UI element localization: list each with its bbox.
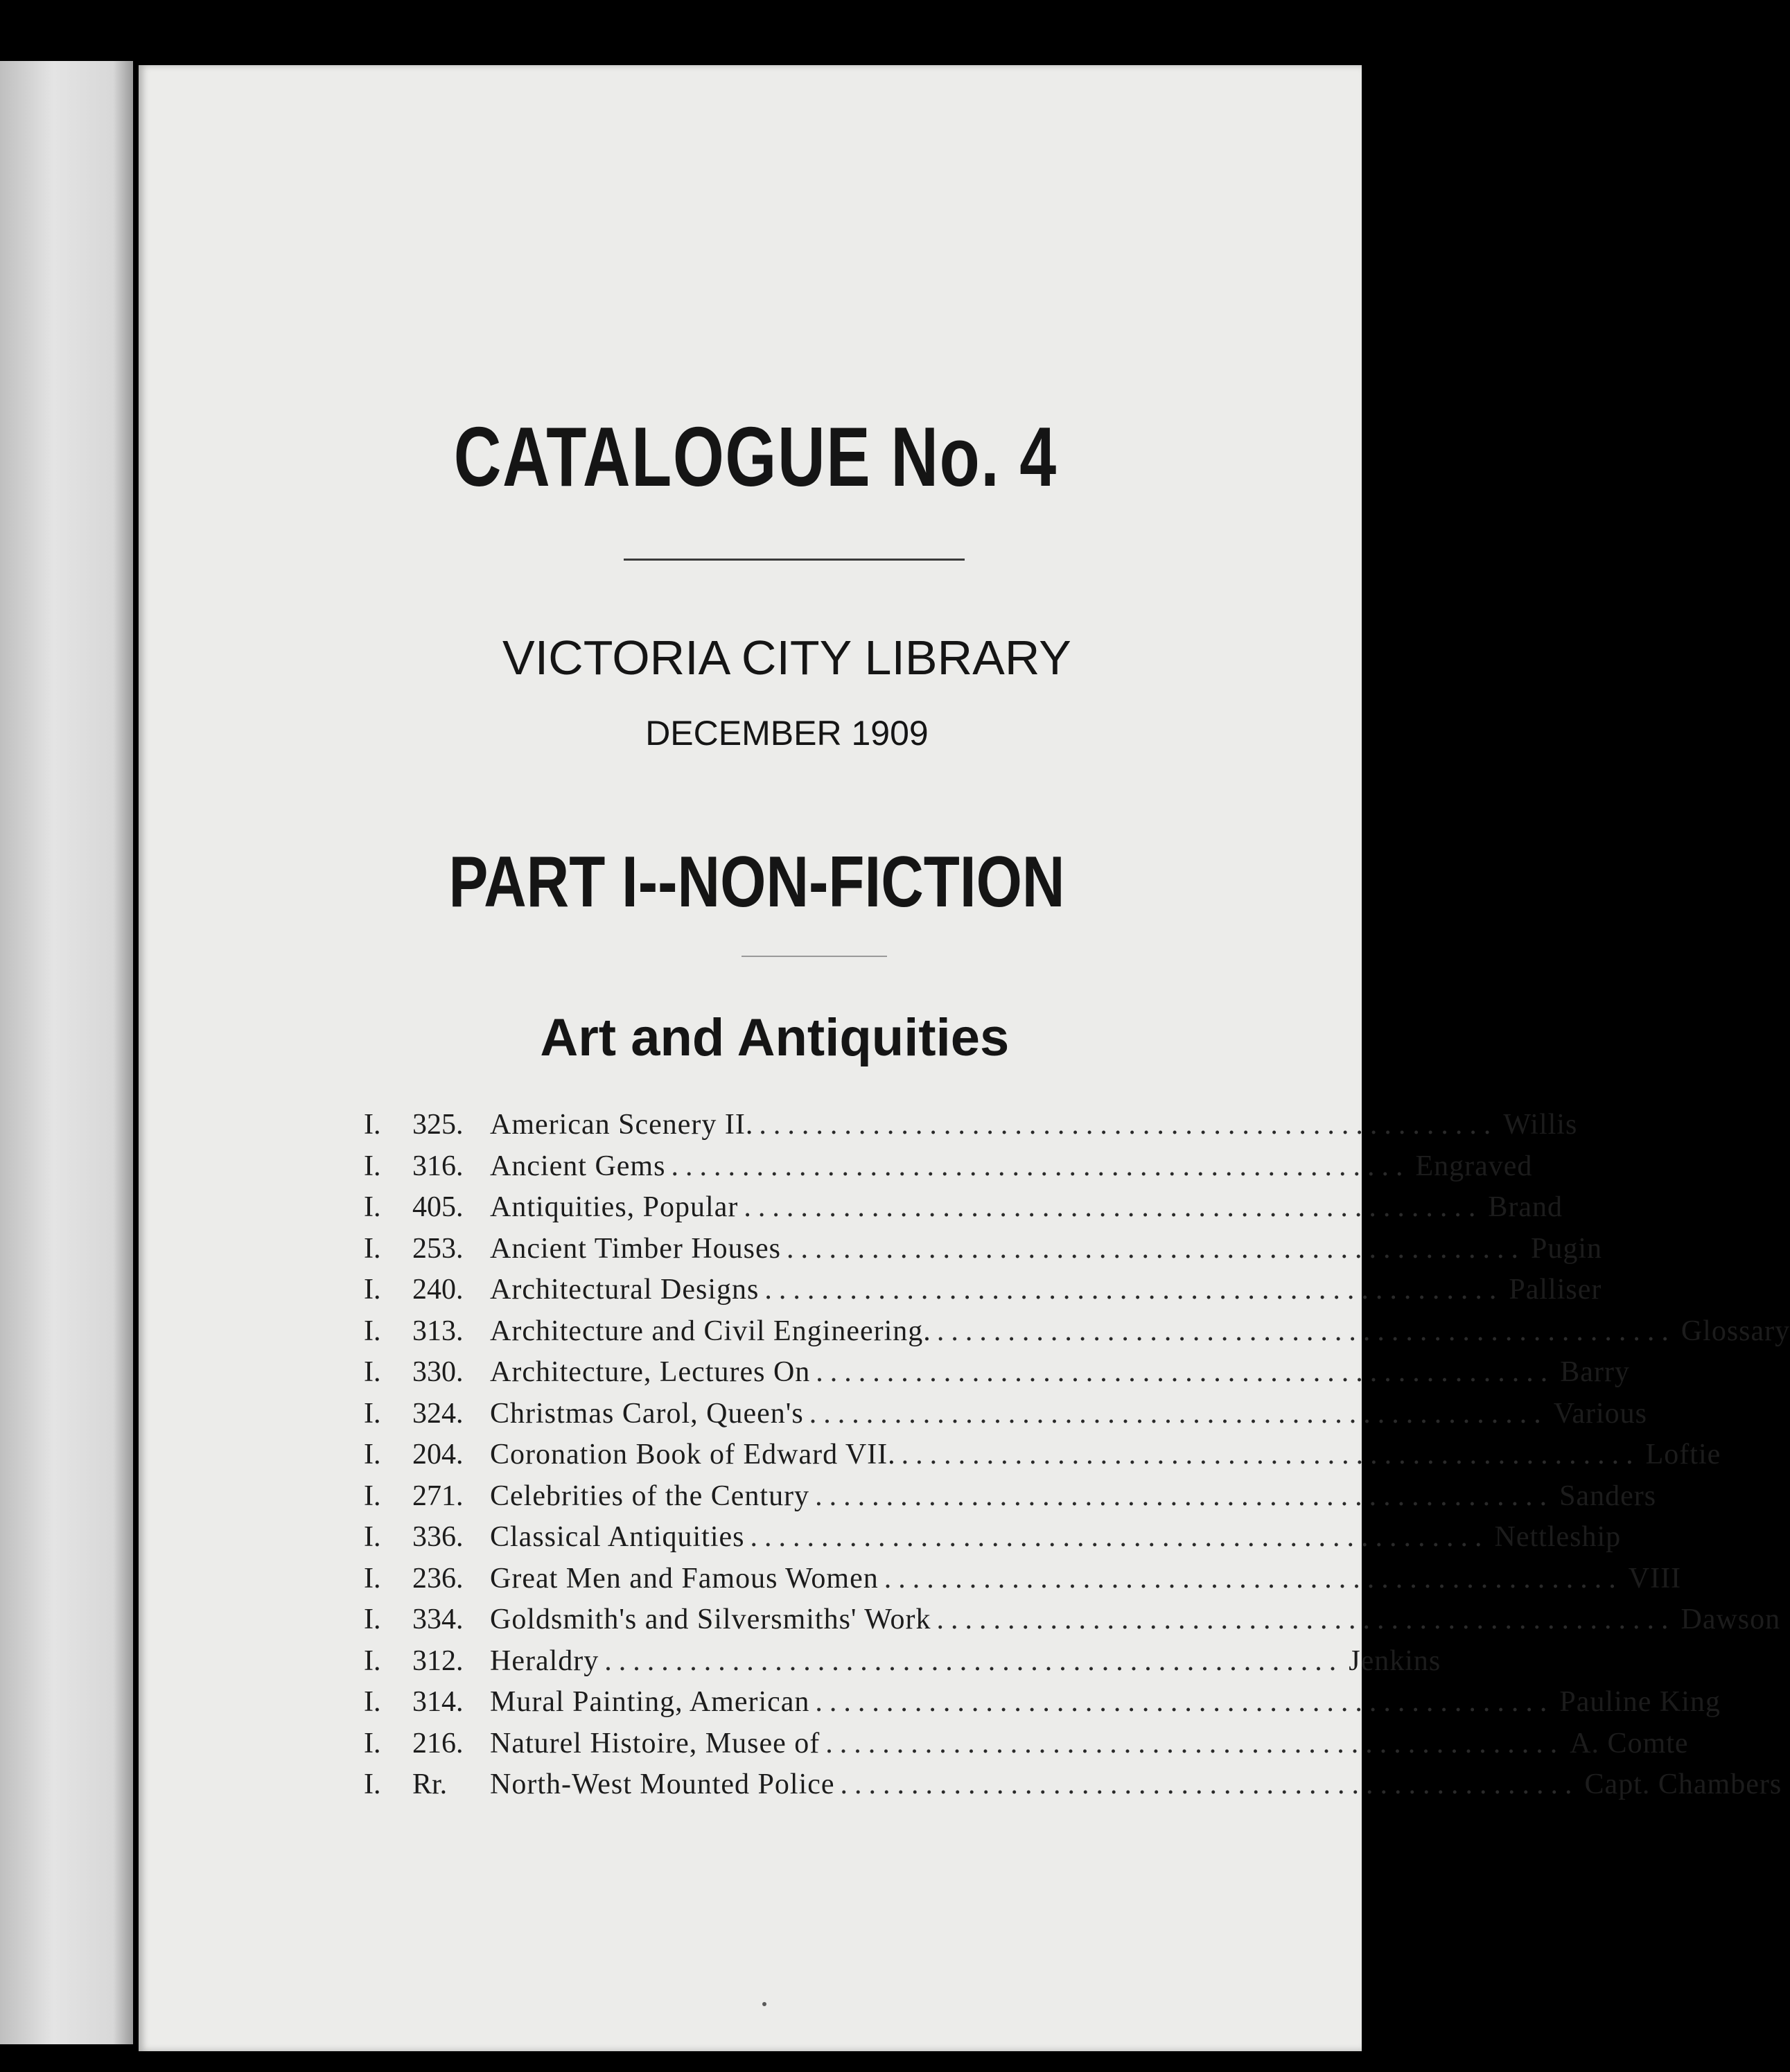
entry-author: Engraved: [1415, 1150, 1533, 1182]
entry-class: I.: [364, 1191, 381, 1223]
dot-leader: ....................................................: [671, 1150, 1410, 1182]
entry-number: 240.: [412, 1274, 464, 1306]
dot-leader: ....................................................: [744, 1191, 1483, 1223]
entry-number: 236.: [412, 1562, 464, 1595]
entry-title: Antiquities, Popular: [490, 1191, 739, 1223]
catalogue-entry: [364, 1685, 1721, 1727]
entry-number: 314.: [412, 1686, 464, 1718]
entry-title: Great Men and Famous Women: [490, 1562, 879, 1595]
entry-class: I.: [364, 1521, 381, 1553]
entry-title: Christmas Carol, Queen's: [490, 1397, 804, 1430]
entry-author: Willis: [1503, 1109, 1578, 1141]
catalogue-entry: [364, 1438, 1721, 1480]
entry-class: I.: [364, 1727, 381, 1759]
entry-class: I.: [364, 1232, 381, 1265]
catalogue-entry: [364, 1397, 1648, 1439]
dot-leader: ....................................................: [764, 1274, 1504, 1306]
catalogue-entry: [364, 1232, 1603, 1274]
catalogue-entry: [364, 1727, 1689, 1768]
dot-leader: ....................................................: [750, 1521, 1489, 1553]
entry-number: 216.: [412, 1727, 464, 1759]
entry-class: I.: [364, 1274, 381, 1306]
dot-leader: ....................................................: [884, 1562, 1623, 1595]
entry-title: Heraldry: [490, 1644, 599, 1677]
entry-title: Coronation Book of Edward VII.: [490, 1439, 896, 1470]
entry-author: Palliser: [1509, 1274, 1602, 1306]
entry-author: Various: [1553, 1397, 1648, 1430]
entry-number: 325.: [412, 1109, 464, 1141]
section-title: Art and Antiquities: [540, 1008, 1010, 1067]
dot-leader: ....................................................: [901, 1439, 1640, 1470]
entry-title: Ancient Timber Houses: [490, 1232, 781, 1265]
catalogue-entry: [364, 1603, 1781, 1644]
entry-number: 312.: [412, 1644, 464, 1677]
dot-leader: ....................................................: [815, 1480, 1554, 1512]
entry-author: Sanders: [1559, 1480, 1657, 1512]
catalogue-entry: [364, 1562, 1682, 1604]
catalogue-entry: [364, 1191, 1563, 1232]
entry-title: Classical Antiquities: [490, 1521, 745, 1553]
entry-author: Nettleship: [1494, 1521, 1622, 1553]
entry-title: Architecture, Lectures On: [490, 1356, 811, 1388]
dot-leader: ....................................................: [787, 1232, 1525, 1265]
entry-author: Capt. Chambers: [1584, 1768, 1782, 1800]
entry-number: 253.: [412, 1232, 464, 1265]
dot-leader: ....................................................: [936, 1604, 1676, 1635]
catalogue-entry: [364, 1355, 1630, 1397]
entry-author: A. Comte: [1570, 1727, 1689, 1759]
entry-author: Glossary: [1681, 1315, 1790, 1347]
entry-author: Barry: [1560, 1356, 1630, 1388]
entry-class: I.: [364, 1109, 381, 1141]
entry-class: I.: [364, 1150, 381, 1182]
dot-leader: ....................................................: [816, 1356, 1555, 1388]
catalogue-entry: [364, 1480, 1657, 1521]
entry-class: I.: [364, 1562, 381, 1595]
library-name: VICTORIA CITY LIBRARY: [502, 631, 1071, 685]
previous-page-edge: [0, 61, 133, 2044]
catalogue-entry: [364, 1768, 1782, 1809]
catalogue-entry: [364, 1150, 1533, 1191]
entry-number: Rr.: [412, 1768, 448, 1800]
entry-class: I.: [364, 1768, 381, 1800]
part-title: PART I--NON-FICTION: [448, 842, 1065, 922]
catalogue-entry: [364, 1315, 1790, 1356]
entry-author: VIII: [1628, 1562, 1682, 1595]
entry-class: I.: [364, 1356, 381, 1388]
entry-class: I.: [364, 1315, 381, 1347]
dot-leader: ....................................................: [840, 1768, 1579, 1800]
entry-class: I.: [364, 1644, 381, 1677]
dot-leader: ....................................................: [815, 1686, 1554, 1718]
entry-author: Jenkins: [1349, 1644, 1441, 1677]
entry-class: I.: [364, 1480, 381, 1512]
entry-number: 313.: [412, 1315, 464, 1347]
entry-number: 324.: [412, 1397, 464, 1430]
entry-title: Celebrities of the Century: [490, 1480, 810, 1512]
paper-speck: [762, 2002, 766, 2006]
dot-leader: ....................................................: [604, 1644, 1344, 1677]
catalogue-entry: [364, 1644, 1441, 1686]
dot-leader: ....................................................: [825, 1727, 1565, 1759]
entry-number: 405.: [412, 1191, 464, 1223]
entry-number: 316.: [412, 1150, 464, 1182]
entry-number: 204.: [412, 1439, 464, 1470]
dot-leader: ....................................................: [809, 1397, 1548, 1430]
catalogue-entry: [364, 1273, 1602, 1315]
entry-author: Pugin: [1531, 1232, 1603, 1265]
entry-author: Brand: [1488, 1191, 1563, 1223]
entry-title: Naturel Histoire, Musee of: [490, 1727, 821, 1759]
entry-number: 334.: [412, 1604, 464, 1635]
catalogue-entry: [364, 1108, 1578, 1150]
entry-author: Loftie: [1645, 1439, 1721, 1470]
entry-number: 271.: [412, 1480, 464, 1512]
entry-class: I.: [364, 1686, 381, 1718]
dot-leader: ....................................................: [936, 1315, 1676, 1347]
catalogue-title: CATALOGUE No. 4: [453, 410, 1058, 504]
entry-class: I.: [364, 1439, 381, 1470]
title-divider: [624, 559, 965, 561]
entry-title: North-West Mounted Police: [490, 1768, 835, 1800]
part-divider: [742, 956, 887, 957]
catalogue-page: [139, 65, 1790, 2051]
entry-number: 336.: [412, 1521, 464, 1553]
entry-title: Architectural Designs: [490, 1274, 760, 1306]
entry-title: American Scenery II.: [490, 1109, 754, 1141]
entry-author: Dawson: [1681, 1604, 1781, 1635]
entry-class: I.: [364, 1397, 381, 1430]
entry-title: Goldsmith's and Silversmiths' Work: [490, 1604, 931, 1635]
entry-author: Pauline King: [1559, 1686, 1721, 1718]
entry-class: I.: [364, 1604, 381, 1635]
dot-leader: ....................................................: [759, 1109, 1498, 1141]
catalogue-date: DECEMBER 1909: [645, 714, 929, 753]
entry-title: Mural Painting, American: [490, 1686, 810, 1718]
entry-title: Ancient Gems: [490, 1150, 666, 1182]
entry-list: [364, 1108, 1790, 1809]
entry-title: Architecture and Civil Engineering.: [490, 1315, 931, 1347]
entry-number: 330.: [412, 1356, 464, 1388]
catalogue-entry: [364, 1520, 1622, 1562]
